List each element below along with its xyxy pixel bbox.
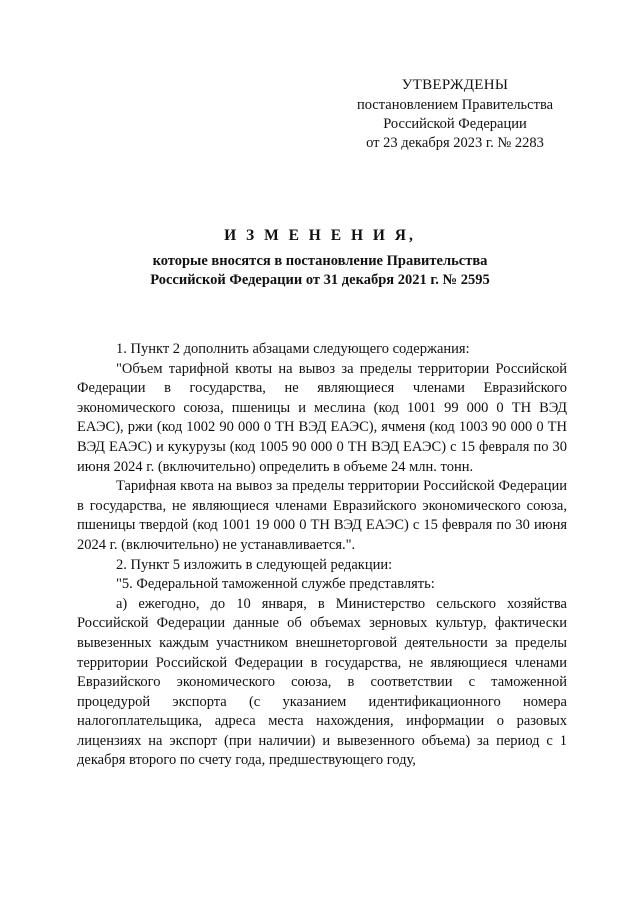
body-paragraph: 1. Пункт 2 дополнить абзацами следующего содержания: — [116, 341, 470, 357]
document-subtitle: Российской Федерации от 31 декабря 2021 г. № 2595 — [150, 272, 490, 288]
approval-line: постановлением Правительства — [356, 97, 554, 113]
approval-heading: УТВЕРЖДЕНЫ — [401, 77, 509, 93]
document-title-block — [60, 225, 580, 290]
approval-line: Российской Федерации — [383, 116, 527, 132]
approval-line: от 23 декабря 2023 г. № 2283 — [366, 135, 544, 151]
body-paragraph: а) ежегодно, до 10 января, в Министерство сельского хозяйства Российской Федерации данные об объемах зерновых культур, фактически вывезенных каждым участником внешнеторговой деятельности за пределы территории Российской Федерации в государства, не являющиеся членами Евразийского экономического союза, в соответствии с таможенной процедурой экспорта (с указанием идентификационного номера налогоплательщика, адреса места нахождения, информации о разовых лицензиях на экспорт (при наличии) и вывезенного объема) за период с 1 декабря второго по счету года, предшествующего году, — [77, 595, 567, 769]
document-body — [77, 340, 567, 771]
body-paragraph: Тарифная квота на вывоз за пределы территории Российской Федерации в государства, не являющиеся членами Евразийского экономического союза, пшеницы твердой (код 1001 19 000 0 ТН ВЭД ЕАЭС) с 15 февраля по 30 июня 2024 г. (включительно) не устанавливается.". — [77, 478, 567, 553]
document-subtitle: которые вносятся в постановление Правительства — [152, 253, 488, 269]
body-paragraph: "5. Федеральной таможенной службе представлять: — [116, 576, 435, 593]
body-paragraph: 2. Пункт 5 изложить в следующей редакции: — [116, 556, 393, 573]
approval-stamp — [330, 76, 580, 153]
document-title: И З М Е Н Е Н И Я, — [224, 227, 416, 244]
body-paragraph: "Объем тарифной квоты на вывоз за пределы территории Российской Федерации в государства, не являющиеся членами Евразийского экономического союза, пшеницы и меслина (код 1001 99 000 0 ТН ВЭД ЕАЭС), ржи (код 1002 90 000 0 ТН ВЭД ЕАЭС), ячменя (код 1003 90 000 0 ТН ВЭД ЕАЭС) и кукурузы (код 1005 90 000 0 ТН ВЭД ЕАЭС) с 15 февраля по 30 июня 2024 г. (включительно) определить в объеме 24 млн. тонн. — [77, 360, 567, 475]
